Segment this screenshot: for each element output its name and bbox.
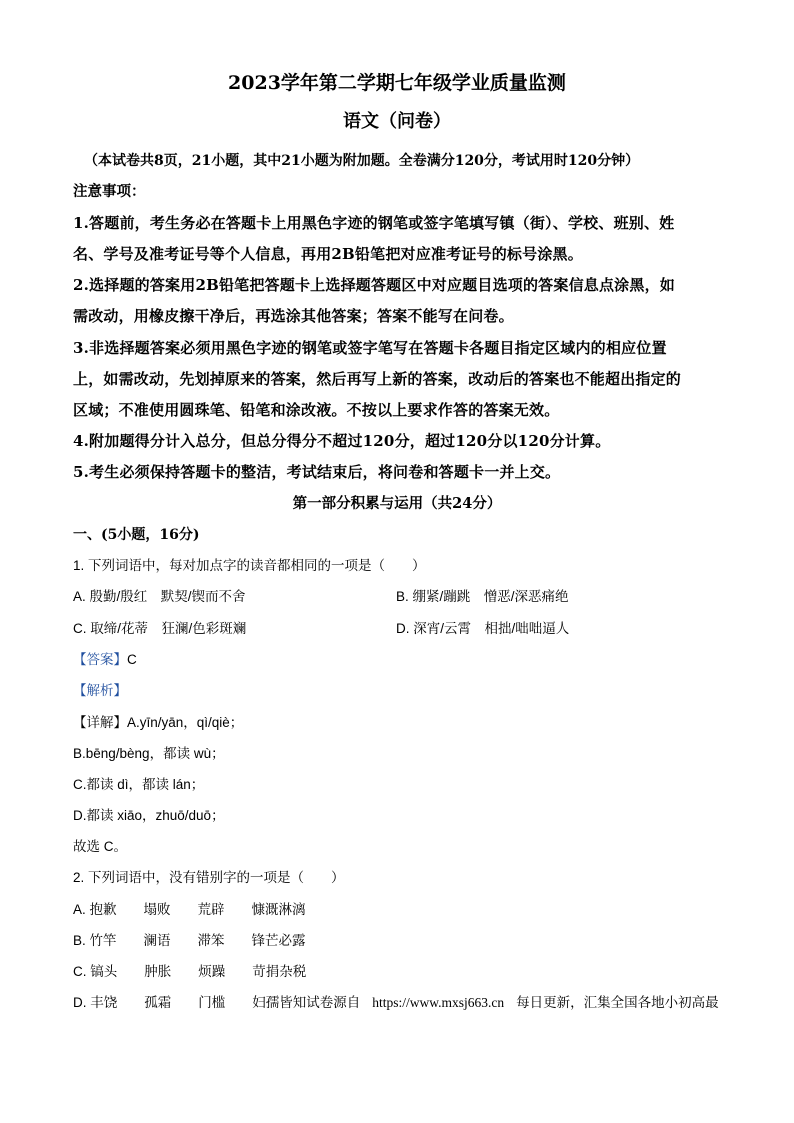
question-1-option-a: A. 殷勤/殷红 默契/锲而不舍: [73, 589, 246, 604]
question-2-option-a: A. 抱歉 塌败 荒辟 慷溉淋漓: [73, 902, 306, 917]
analysis-tag: 【解析】: [73, 683, 127, 698]
section-title: 第一部分积累与运用（共24分）: [292, 495, 502, 512]
exam-subtitle: 语文（问卷）: [343, 111, 451, 132]
answer-value: C: [127, 652, 137, 667]
exam-title: 2023学年第二学期七年级学业质量监测: [228, 72, 566, 94]
question-1-option-c: C. 取缔/花蒂 狂澜/色彩斑斓: [73, 621, 247, 636]
question-1-option-b: B. 绷紧/蹦跳 憎恶/深恶痛绝: [396, 589, 569, 604]
question-2-option-c: C. 镐头 肿胀 烦躁 苛捐杂税: [73, 964, 307, 979]
question-1-option-d: D. 深宵/云霄 相拙/咄咄逼人: [396, 621, 570, 636]
notice-line: 4.附加题得分计入总分，但总分得分不超过120分，超过120分以120分计算。: [73, 432, 611, 450]
notice-line: 区域；不准使用圆珠笔、铅笔和涂改液。不按以上要求作答的答案无效。: [73, 401, 560, 419]
notice-line: 上，如需改动，先划掉原来的答案，然后再写上新的答案，改动后的答案也不能超出指定的: [73, 370, 682, 388]
question-2-option-d-text: D. 丰饶 孤霜 门槛 妇孺皆知试卷源自: [73, 995, 361, 1010]
question-1-stem: 1. 下列词语中，每对加点字的读音都相同的一项是（ ）: [73, 558, 426, 573]
section-part: 一、(5小题，16分): [73, 527, 200, 543]
notice-line: 需改动，用橡皮擦干净后，再选涂其他答案；答案不能写在问卷。: [73, 307, 514, 325]
notice-line: 1.答题前，考生务必在答题卡上用黑色字迹的钢笔或签字笔填写镇（街）、学校、班别、姓: [73, 214, 675, 232]
notice-line: 名、学号及准考证号等个人信息，再用2B铅笔把对应准考证号的标号涂黑。: [73, 245, 583, 263]
notice-heading: 注意事项：: [73, 183, 146, 200]
notice-line: 5.考生必须保持答题卡的整洁，考试结束后，将问卷和答题卡一并上交。: [73, 463, 561, 481]
notice-line: 2.选择题的答案用2B铅笔把答题卡上选择题答题区中对应题目选项的答案信息点涂黑，如: [73, 276, 675, 294]
source-url: https://www.mxsj663.cn: [372, 995, 505, 1010]
notice-line: 3.非选择题答案必须用黑色字迹的钢笔或签字笔写在答题卡各题目指定区域内的相应位置: [73, 339, 667, 357]
exam-intro: （本试卷共8页，21小题，其中21小题为附加题。全卷满分120分，考试用时120分钟）: [84, 153, 640, 169]
answer-tag: 【答案】: [73, 652, 127, 667]
question-2-option-b: B. 竹竿 澜语 滞笨 锋芒必露: [73, 933, 306, 948]
question-2-option-d: [73, 994, 719, 1012]
source-text: 每日更新，汇集全国各地小初高最: [516, 995, 719, 1010]
detail-line: D.都读 xiāo，zhuō/duō；: [73, 808, 225, 823]
question-2-stem: 2. 下列词语中，没有错别字的一项是（ ）: [73, 870, 345, 885]
analysis-row: [73, 682, 127, 700]
detail-line: 故选 C。: [73, 839, 127, 854]
detail-row: [73, 714, 243, 732]
detail-line: A.yīn/yān，qì/qiè；: [127, 715, 244, 730]
detail-line: B.bēng/bèng，都读 wù；: [73, 746, 225, 761]
detail-line: C.都读 dì，都读 lán；: [73, 777, 205, 792]
answer-row: [73, 651, 137, 669]
detail-tag: 【详解】: [73, 715, 127, 730]
